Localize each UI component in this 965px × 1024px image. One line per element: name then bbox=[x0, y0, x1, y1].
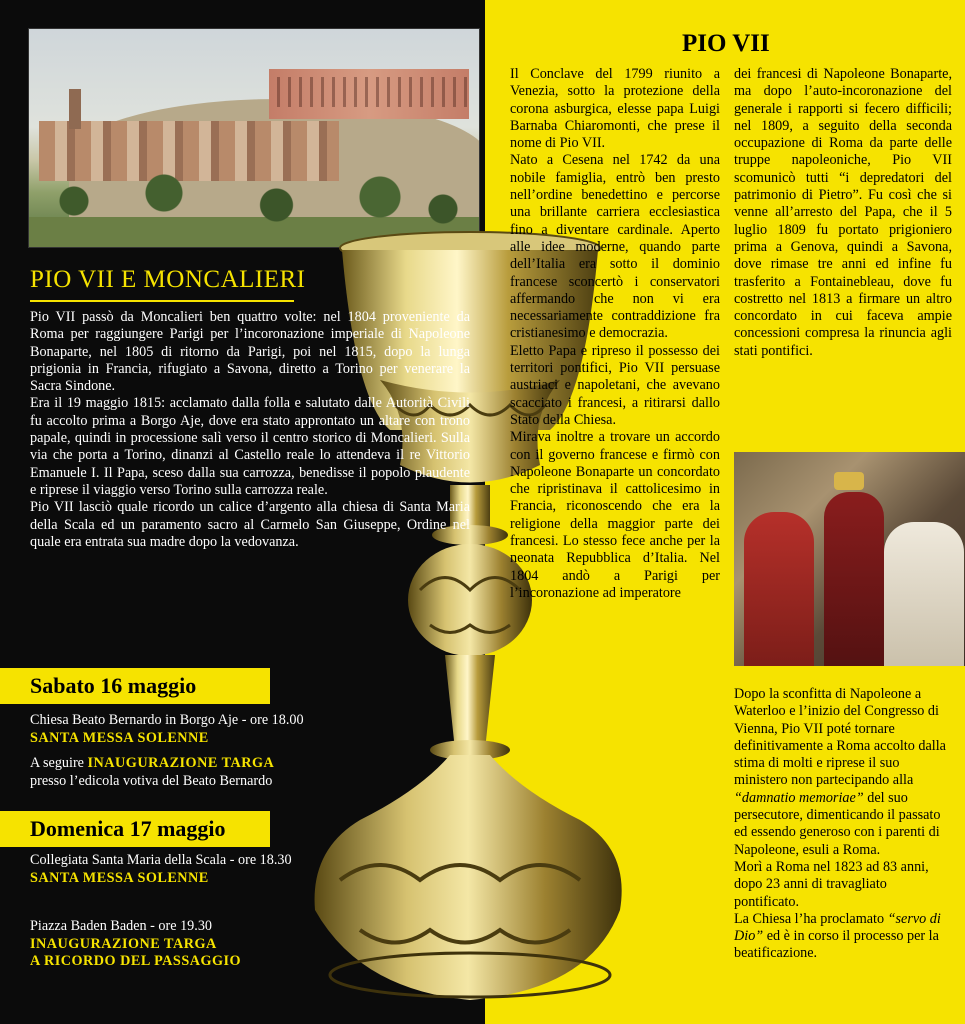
saturday-plaque-info bbox=[30, 755, 360, 790]
event-place: Chiesa Beato Bernardo in Borgo Aje - ore 18.00 bbox=[30, 712, 304, 728]
ending-paragraph: La Chiesa l’ha proclamato “servo di Dio” ed è in corso il processo per la beatificazione. bbox=[734, 910, 941, 962]
left-paragraph: Pio VII passò da Moncalieri ben quattro volte: nel 1804 proveniente da Roma per raggiungere Parigi per l’incoronazione imperiale di Napoleone Bonaparte, nel 1805 di ritorno da Parigi, poi nel 1815, dopo la lunga prigionia in Francia, rifugiato a Savona, diretto a Torino per venerare la Sacra Sindone. bbox=[30, 309, 470, 395]
biography-paragraph: dei francesi di Napoleone Bonaparte, ma dopo l’auto-incoronazione del generale i rapporti si fecero difficili; nel 1809, a seguito della seconda occupazione di Roma da parte delle truppe napoleoniche, Pio VII scomunicò tutti “i depredatori del patrimonio di Pietro”. Fu così che si venne all’arresto del Papa, che il 5 luglio 1809 fu portato prigioniero prima a Genova, quindi a Savona, dove rimase tre anni ed infine fu trasferito a Fontainebleau, dove fu costretto nel 1813 a firmare un altro concordato in cui faceva ampie concessioni compresa la rinuncia agli stati pontifici. bbox=[734, 66, 952, 359]
event-follow-suffix: presso l’edicola votiva del Beato Bernardo bbox=[30, 772, 273, 789]
event-highlight: SANTA MESSA SOLENNE bbox=[30, 869, 209, 886]
saturday-mass-info bbox=[30, 712, 360, 747]
event-follow-prefix: A seguire bbox=[30, 755, 88, 771]
sunday-mass-info bbox=[30, 852, 330, 887]
pius-biography-column bbox=[510, 66, 720, 602]
event-highlight: A RICORDO DEL PASSAGGIO bbox=[30, 953, 242, 969]
left-section-title: PIO VII E MONCALIERI bbox=[30, 266, 306, 293]
pius-biography-continued bbox=[734, 66, 952, 360]
event-day-saturday: Sabato 16 maggio bbox=[0, 668, 270, 704]
coronation-painting bbox=[734, 452, 965, 666]
left-title-divider bbox=[30, 300, 294, 302]
sunday-plaque-info bbox=[30, 918, 330, 971]
moncalieri-landscape-painting bbox=[28, 28, 480, 248]
event-highlight: INAUGURAZIONE TARGA bbox=[30, 935, 217, 952]
biography-paragraph: Eletto Papa e ripreso il possesso dei territori pontifici, Pio VII persuase austriaci e napoletani, che avevano scacciato i francesi, a ritirarsi dallo Stato della Chiesa. bbox=[510, 342, 720, 428]
ending-paragraph: Dopo la sconfitta di Napoleone a Waterloo e l’inizio del Congresso di Vienna, Pio VII poté tornare definitivamente a Roma accolto dalla stima di molti e riprese il suo ministero non partecipando alla “damnatio memoriae” del suo persecutore, dimenticando il passato ed essendo generoso con i parenti di Napoleone, esuli a Roma. bbox=[734, 686, 946, 858]
left-history-text bbox=[30, 309, 470, 551]
event-place: Collegiata Santa Maria della Scala - ore 18.30 bbox=[30, 852, 292, 868]
event-follow-line bbox=[30, 755, 360, 773]
right-section-title: PIO VII bbox=[682, 30, 770, 57]
event-day-sunday: Domenica 17 maggio bbox=[0, 811, 270, 847]
left-paragraph: Pio VII lasciò quale ricordo un calice d’argento alla chiesa di Santa Maria della Scala ed un paramento sacro al Carmelo San Giuseppe, Ordine nel quale era entrata sua madre dopo la vedovanza. bbox=[30, 499, 470, 550]
biography-paragraph: Il Conclave del 1799 riunito a Venezia, sotto la protezione della corona asburgica, elesse papa Luigi Barnaba Chiaromonti, che prese il nome di Pio VII. bbox=[510, 66, 720, 152]
event-place: Piazza Baden Baden - ore 19.30 bbox=[30, 918, 213, 934]
ending-paragraph: Morì a Roma nel 1823 ad 83 anni, dopo 23 anni di travagliato pontificato. bbox=[734, 858, 929, 910]
left-paragraph: Era il 19 maggio 1815: acclamato dalla folla e salutato dalle Autorità Civili fu accolto prima a Borgo Aje, dove era stato approntato un altare con trono papale, quindi in processione salì verso il centro storico di Moncalieri. Sulla via che porta a Torino, dinanzi al Castello reale lo attendeva il re Vittorio Emanuele I. Il Papa, sceso dalla sua carrozza, benedisse il popolo plaudente e riprese il viaggio verso Torino sulla carrozza reale. bbox=[30, 395, 470, 498]
event-highlight: SANTA MESSA SOLENNE bbox=[30, 729, 209, 746]
biography-paragraph: Mirava inoltre a trovare un accordo con il governo francese e firmò con Napoleone Bonaparte un concordato che ripristinava il cattolicesimo in Francia, riconoscendo che era la religione della maggior parte dei francesi. Lo stesso fece anche per la neonata Repubblica d’Italia. Nel 1804 andò a Parigi per l’incoronazione ad imperatore bbox=[510, 429, 720, 601]
event-highlight: INAUGURAZIONE TARGA bbox=[87, 755, 275, 771]
biography-paragraph: Nato a Cesena nel 1742 da una nobile famiglia, entrò ben presto nell’ordine benedettino e percorse una brillante carriera ecclesiastica fino a diventare cardinale. Aperto alle idee moderne, quando parte dell’Italia era sotto il dominio francese sconcertò i conservatori affermando che non vi era necessariamente contraddizione fra cristianesimo e democrazia. bbox=[510, 152, 720, 342]
pius-biography-ending bbox=[734, 686, 952, 963]
